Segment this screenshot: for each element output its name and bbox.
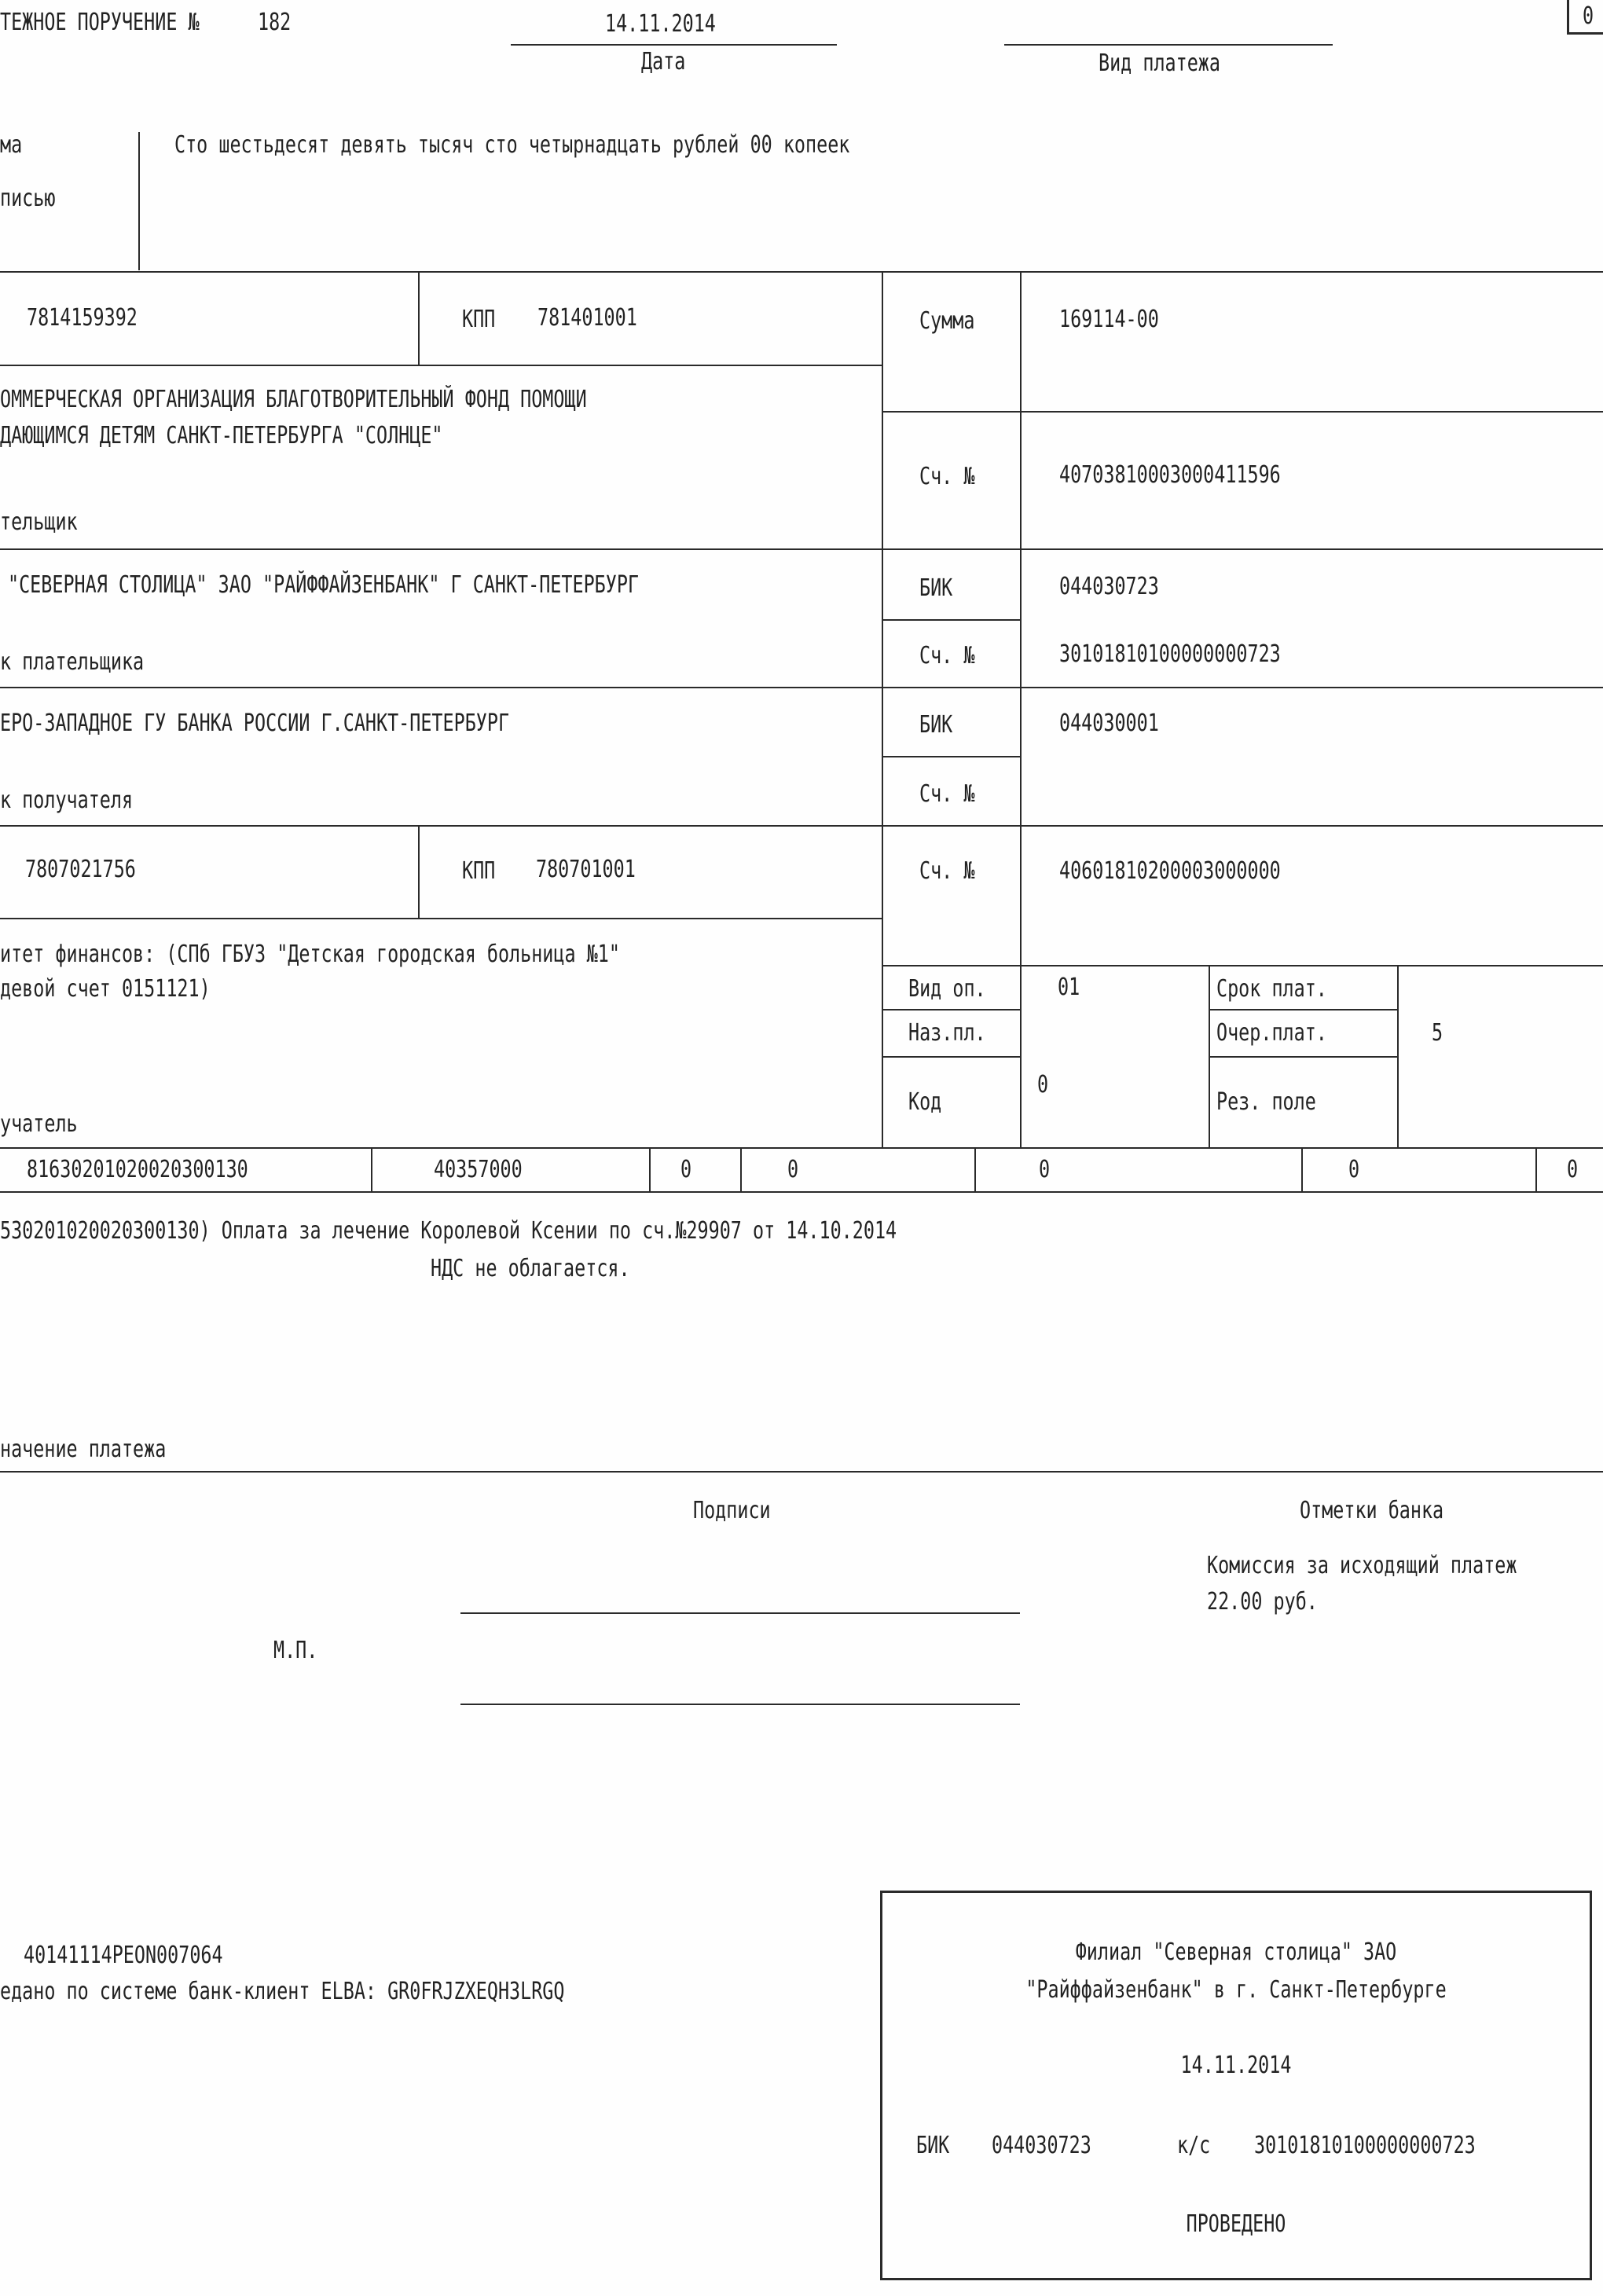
payee-name-line2: девой счет 0151121) bbox=[0, 975, 211, 1003]
grid-line bbox=[1209, 1056, 1397, 1058]
grid-line bbox=[371, 1147, 372, 1191]
payee-kpp-label: КПП bbox=[462, 857, 496, 885]
rez-pole-label: Рез. поле bbox=[1216, 1088, 1316, 1116]
grid-line bbox=[882, 619, 1020, 621]
bank-stamp-bik-label: БИК bbox=[916, 2132, 950, 2159]
document-title: ТЕЖНОЕ ПОРУЧЕНИЕ № bbox=[0, 9, 200, 36]
grid-line bbox=[1020, 271, 1022, 1147]
date-label: Дата bbox=[641, 48, 686, 75]
payer-account-label: Сч. № bbox=[919, 463, 975, 490]
payment-type-label: Вид платежа bbox=[1099, 50, 1220, 77]
grid-line bbox=[418, 271, 420, 365]
payer-name-line1: ОММЕРЧЕСКАЯ ОРГАНИЗАЦИЯ БЛАГОТВОРИТЕЛЬНЫЙ ФОНД ПОМОЩИ bbox=[0, 386, 587, 413]
reference-code: 40141114PEON007064 bbox=[24, 1942, 223, 1969]
payee-account-label: Сч. № bbox=[919, 857, 975, 885]
payee-bik-label: БИК bbox=[919, 711, 953, 739]
grid-line bbox=[0, 918, 882, 919]
sum-label: Сумма bbox=[919, 307, 975, 335]
grid-line bbox=[0, 271, 1603, 273]
grid-line bbox=[882, 1009, 1020, 1010]
payee-name-line1: итет финансов: (СПб ГБУЗ "Детская городская больница №1" bbox=[0, 941, 620, 968]
payee-kpp: 780701001 bbox=[536, 856, 636, 883]
grid-line bbox=[740, 1147, 742, 1191]
grid-line bbox=[1209, 965, 1210, 1147]
doc-date-value: 0 bbox=[1348, 1156, 1360, 1183]
amount-words-label-1: ма bbox=[0, 131, 23, 159]
stamp-place-label: М.П. bbox=[273, 1637, 318, 1664]
grid-line bbox=[882, 271, 883, 1147]
vid-op-value: 01 bbox=[1058, 974, 1080, 1001]
bank-marks-label: Отметки банка bbox=[1300, 1497, 1444, 1524]
payment-type-underline bbox=[1004, 44, 1333, 46]
payment-kind-value: 0 bbox=[1567, 1156, 1579, 1183]
bank-stamp-ks-label: к/с bbox=[1177, 2132, 1211, 2159]
document-number: 182 bbox=[258, 9, 292, 36]
payer-bank-account-label: Сч. № bbox=[919, 642, 975, 669]
bank-stamp-status: ПРОВЕДЕНО bbox=[1186, 2210, 1286, 2238]
payee-account: 40601810200003000000 bbox=[1059, 857, 1281, 885]
kod-value: 0 bbox=[1037, 1071, 1049, 1098]
form-code: 0 bbox=[1583, 2, 1594, 30]
grid-line bbox=[1397, 965, 1399, 1147]
oktmo-value: 40357000 bbox=[434, 1156, 523, 1183]
grid-line bbox=[0, 825, 1603, 827]
grid-line bbox=[0, 687, 1603, 688]
ocher-plat-label: Очер.плат. bbox=[1216, 1019, 1327, 1047]
date-underline bbox=[511, 44, 837, 46]
grid-line bbox=[882, 965, 1603, 966]
bank-stamp-bik: 044030723 bbox=[992, 2132, 1091, 2159]
amount-words-label-2: писью bbox=[0, 185, 56, 212]
payer-bank-label: к плательщика bbox=[0, 648, 145, 676]
payee-bank-account-label: Сч. № bbox=[919, 780, 975, 808]
bank-stamp-line2: "Райффайзенбанк" в г. Санкт-Петербурге bbox=[1025, 1976, 1447, 2004]
payee-inn: 7807021756 bbox=[25, 856, 136, 883]
grid-line bbox=[0, 1147, 1603, 1149]
grid-line bbox=[0, 1191, 1603, 1193]
payer-bik-label: БИК bbox=[919, 574, 953, 602]
payer-bank-name: "СЕВЕРНАЯ СТОЛИЦА" ЗАО "РАЙФФАЙЗЕНБАНК" Г САНКТ-ПЕТЕРБУРГ bbox=[8, 571, 640, 599]
commission-line1: Комиссия за исходящий платеж bbox=[1207, 1552, 1517, 1579]
grid-line bbox=[649, 1147, 651, 1191]
payer-kpp-label: КПП bbox=[462, 306, 496, 333]
basis-value: 0 bbox=[680, 1156, 692, 1183]
grid-line bbox=[0, 1471, 1603, 1473]
grid-line bbox=[882, 756, 1020, 757]
grid-line bbox=[1301, 1147, 1303, 1191]
payee-bank-name: ЕРО-ЗАПАДНОЕ ГУ БАНКА РОССИИ Г.САНКТ-ПЕТЕРБУРГ bbox=[0, 710, 510, 737]
payee-bank-label: к получателя bbox=[0, 787, 134, 814]
document-date: 14.11.2014 bbox=[605, 10, 716, 38]
grid-line bbox=[0, 548, 1603, 550]
sum-value: 169114-00 bbox=[1059, 306, 1159, 333]
grid-line bbox=[974, 1147, 976, 1191]
period-value: 0 bbox=[787, 1156, 799, 1183]
amount-words-divider bbox=[138, 132, 140, 270]
kbk-value: 81630201020020300130 bbox=[27, 1156, 248, 1183]
srok-plat-label: Срок плат. bbox=[1216, 975, 1327, 1003]
payee-label: учатель bbox=[0, 1110, 78, 1138]
payer-inn: 7814159392 bbox=[27, 304, 138, 332]
kod-label: Код bbox=[908, 1088, 942, 1116]
purpose-line1: 530201020020300130) Оплата за лечение Королевой Ксении по сч.№29907 от 14.10.2014 bbox=[0, 1217, 897, 1245]
ocher-plat-value: 5 bbox=[1432, 1019, 1443, 1047]
grid-line bbox=[882, 1056, 1020, 1058]
signature-line-1 bbox=[460, 1612, 1020, 1614]
signatures-label: Подписи bbox=[693, 1497, 771, 1524]
amount-words-text: Сто шестьдесят девять тысяч сто четырнадцать рублей 00 копеек bbox=[174, 131, 850, 159]
doc-number-value: 0 bbox=[1039, 1156, 1051, 1183]
commission-line2: 22.00 руб. bbox=[1207, 1588, 1318, 1616]
bank-stamp-date: 14.11.2014 bbox=[1180, 2052, 1292, 2079]
vid-op-label: Вид оп. bbox=[908, 975, 986, 1003]
payer-bik: 044030723 bbox=[1059, 573, 1159, 600]
payer-name-line2: ДАЮЩИМСЯ ДЕТЯМ САНКТ-ПЕТЕРБУРГА "СОЛНЦЕ" bbox=[0, 422, 443, 449]
bank-stamp-line1: Филиал "Северная столица" ЗАО bbox=[1075, 1938, 1397, 1966]
naz-pl-label: Наз.пл. bbox=[908, 1019, 986, 1047]
grid-line bbox=[882, 411, 1603, 413]
grid-line bbox=[1209, 1009, 1397, 1010]
purpose-label: начение платежа bbox=[0, 1436, 167, 1463]
signature-line-2 bbox=[460, 1704, 1020, 1705]
purpose-line2: НДС не облагается. bbox=[431, 1255, 630, 1282]
bank-stamp-ks: 30101810100000000723 bbox=[1254, 2132, 1476, 2159]
payer-bank-account: 30101810100000000723 bbox=[1059, 640, 1281, 668]
grid-line bbox=[418, 825, 420, 918]
payer-label: тельщик bbox=[0, 508, 78, 536]
elba-transfer-line: едано по системе банк-клиент ELBA: GR0FRJZXEQH3LRGQ bbox=[0, 1978, 565, 2005]
grid-line bbox=[0, 365, 882, 366]
grid-line bbox=[1535, 1147, 1537, 1191]
payer-account: 40703810003000411596 bbox=[1059, 461, 1281, 489]
payee-bik: 044030001 bbox=[1059, 710, 1159, 737]
payer-kpp: 781401001 bbox=[537, 304, 637, 332]
